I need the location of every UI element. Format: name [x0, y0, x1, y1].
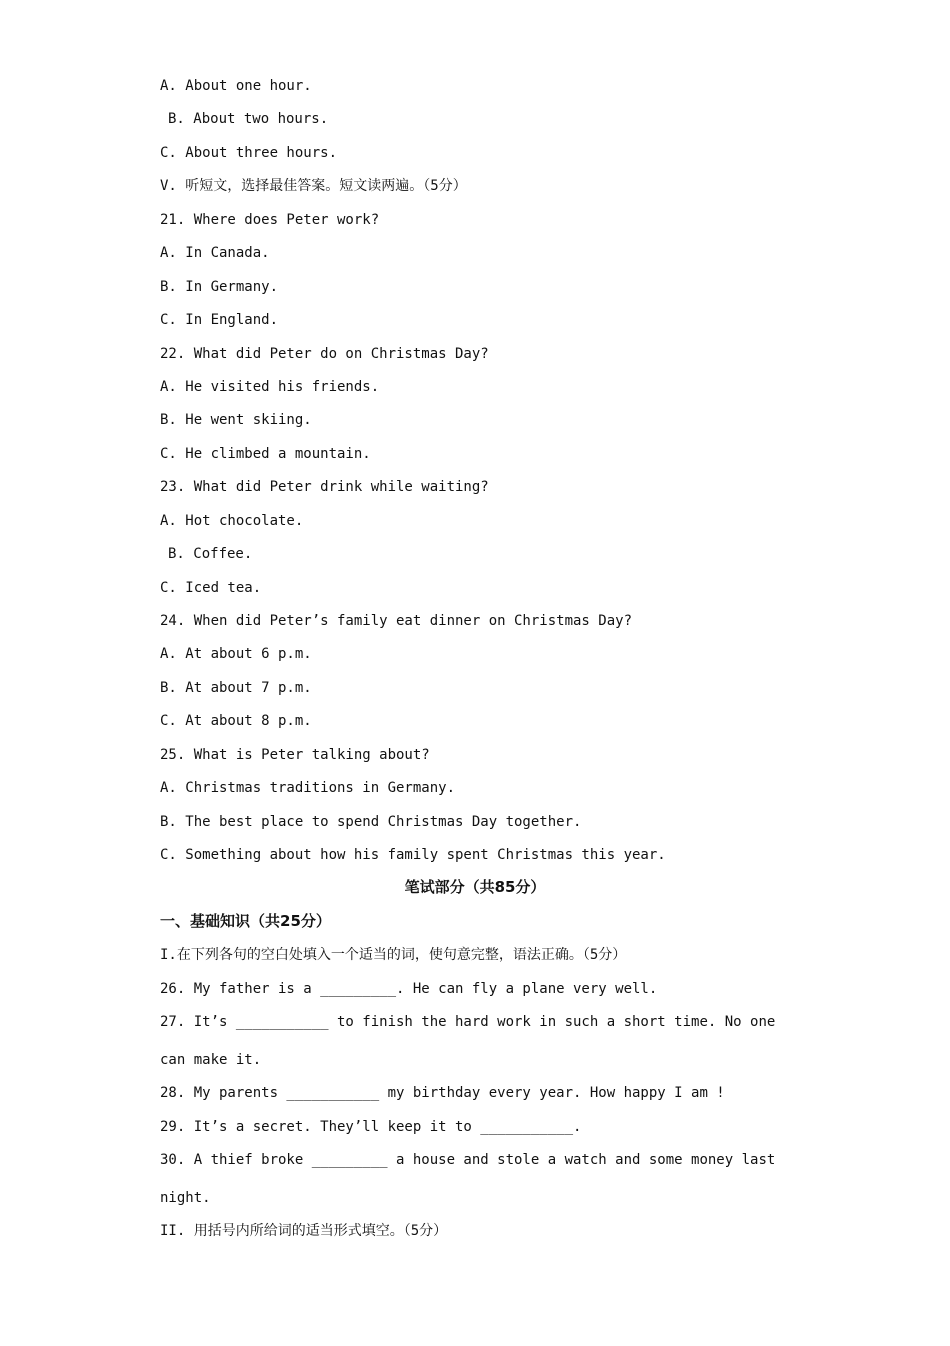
option-line: B. About two hours.: [168, 111, 329, 127]
fill-blank-question: 30. A thief broke _________ a house and stole a watch and some money last: [160, 1152, 776, 1168]
fill-blank-continuation: night.: [160, 1190, 211, 1206]
option-line: A. Christmas traditions in Germany.: [160, 780, 456, 796]
section-title: 一、基础知识（共25分）: [160, 912, 331, 930]
section-heading: V. 听短文，选择最佳答案。短文读两遍。（5分）: [160, 178, 467, 194]
fill-blank-continuation: can make it.: [160, 1052, 262, 1068]
question-line: 25. What is Peter talking about?: [160, 747, 430, 763]
part-title: 笔试部分（共85分）: [404, 878, 546, 896]
option-line: B. Coffee.: [168, 546, 253, 562]
option-line: B. He went skiing.: [160, 412, 312, 428]
fill-blank-question: 29. It’s a secret. They’ll keep it to ___________.: [160, 1119, 582, 1135]
fill-blank-question: 26. My father is a _________. He can fly a plane very well.: [160, 981, 658, 997]
question-line: 22. What did Peter do on Christmas Day?: [160, 346, 489, 362]
option-line: A. In Canada.: [160, 245, 270, 261]
option-line: A. At about 6 p.m.: [160, 646, 312, 662]
subsection-heading: I.在下列各句的空白处填入一个适当的词，使句意完整，语法正确。（5分）: [160, 947, 627, 963]
option-line: B. The best place to spend Christmas Day together.: [160, 814, 582, 830]
option-line: C. In England.: [160, 312, 279, 328]
option-line: C. He climbed a mountain.: [160, 446, 371, 462]
question-line: 21. Where does Peter work?: [160, 212, 380, 228]
option-line: B. At about 7 p.m.: [160, 680, 312, 696]
option-line: B. In Germany.: [160, 279, 279, 295]
option-line: C. About three hours.: [160, 145, 338, 161]
fill-blank-question: 27. It’s ___________ to finish the hard work in such a short time. No one: [160, 1014, 776, 1030]
option-line: C. Iced tea.: [160, 580, 262, 596]
question-line: 24. When did Peter’s family eat dinner on Christmas Day?: [160, 613, 633, 629]
option-line: A. About one hour.: [160, 78, 312, 94]
option-line: C. Something about how his family spent Christmas this year.: [160, 847, 666, 863]
question-line: 23. What did Peter drink while waiting?: [160, 479, 489, 495]
option-line: A. Hot chocolate.: [160, 513, 304, 529]
subsection-heading: II. 用括号内所给词的适当形式填空。（5分）: [160, 1223, 448, 1239]
option-line: A. He visited his friends.: [160, 379, 380, 395]
fill-blank-question: 28. My parents ___________ my birthday every year. How happy I am !: [160, 1085, 725, 1101]
option-line: C. At about 8 p.m.: [160, 713, 312, 729]
